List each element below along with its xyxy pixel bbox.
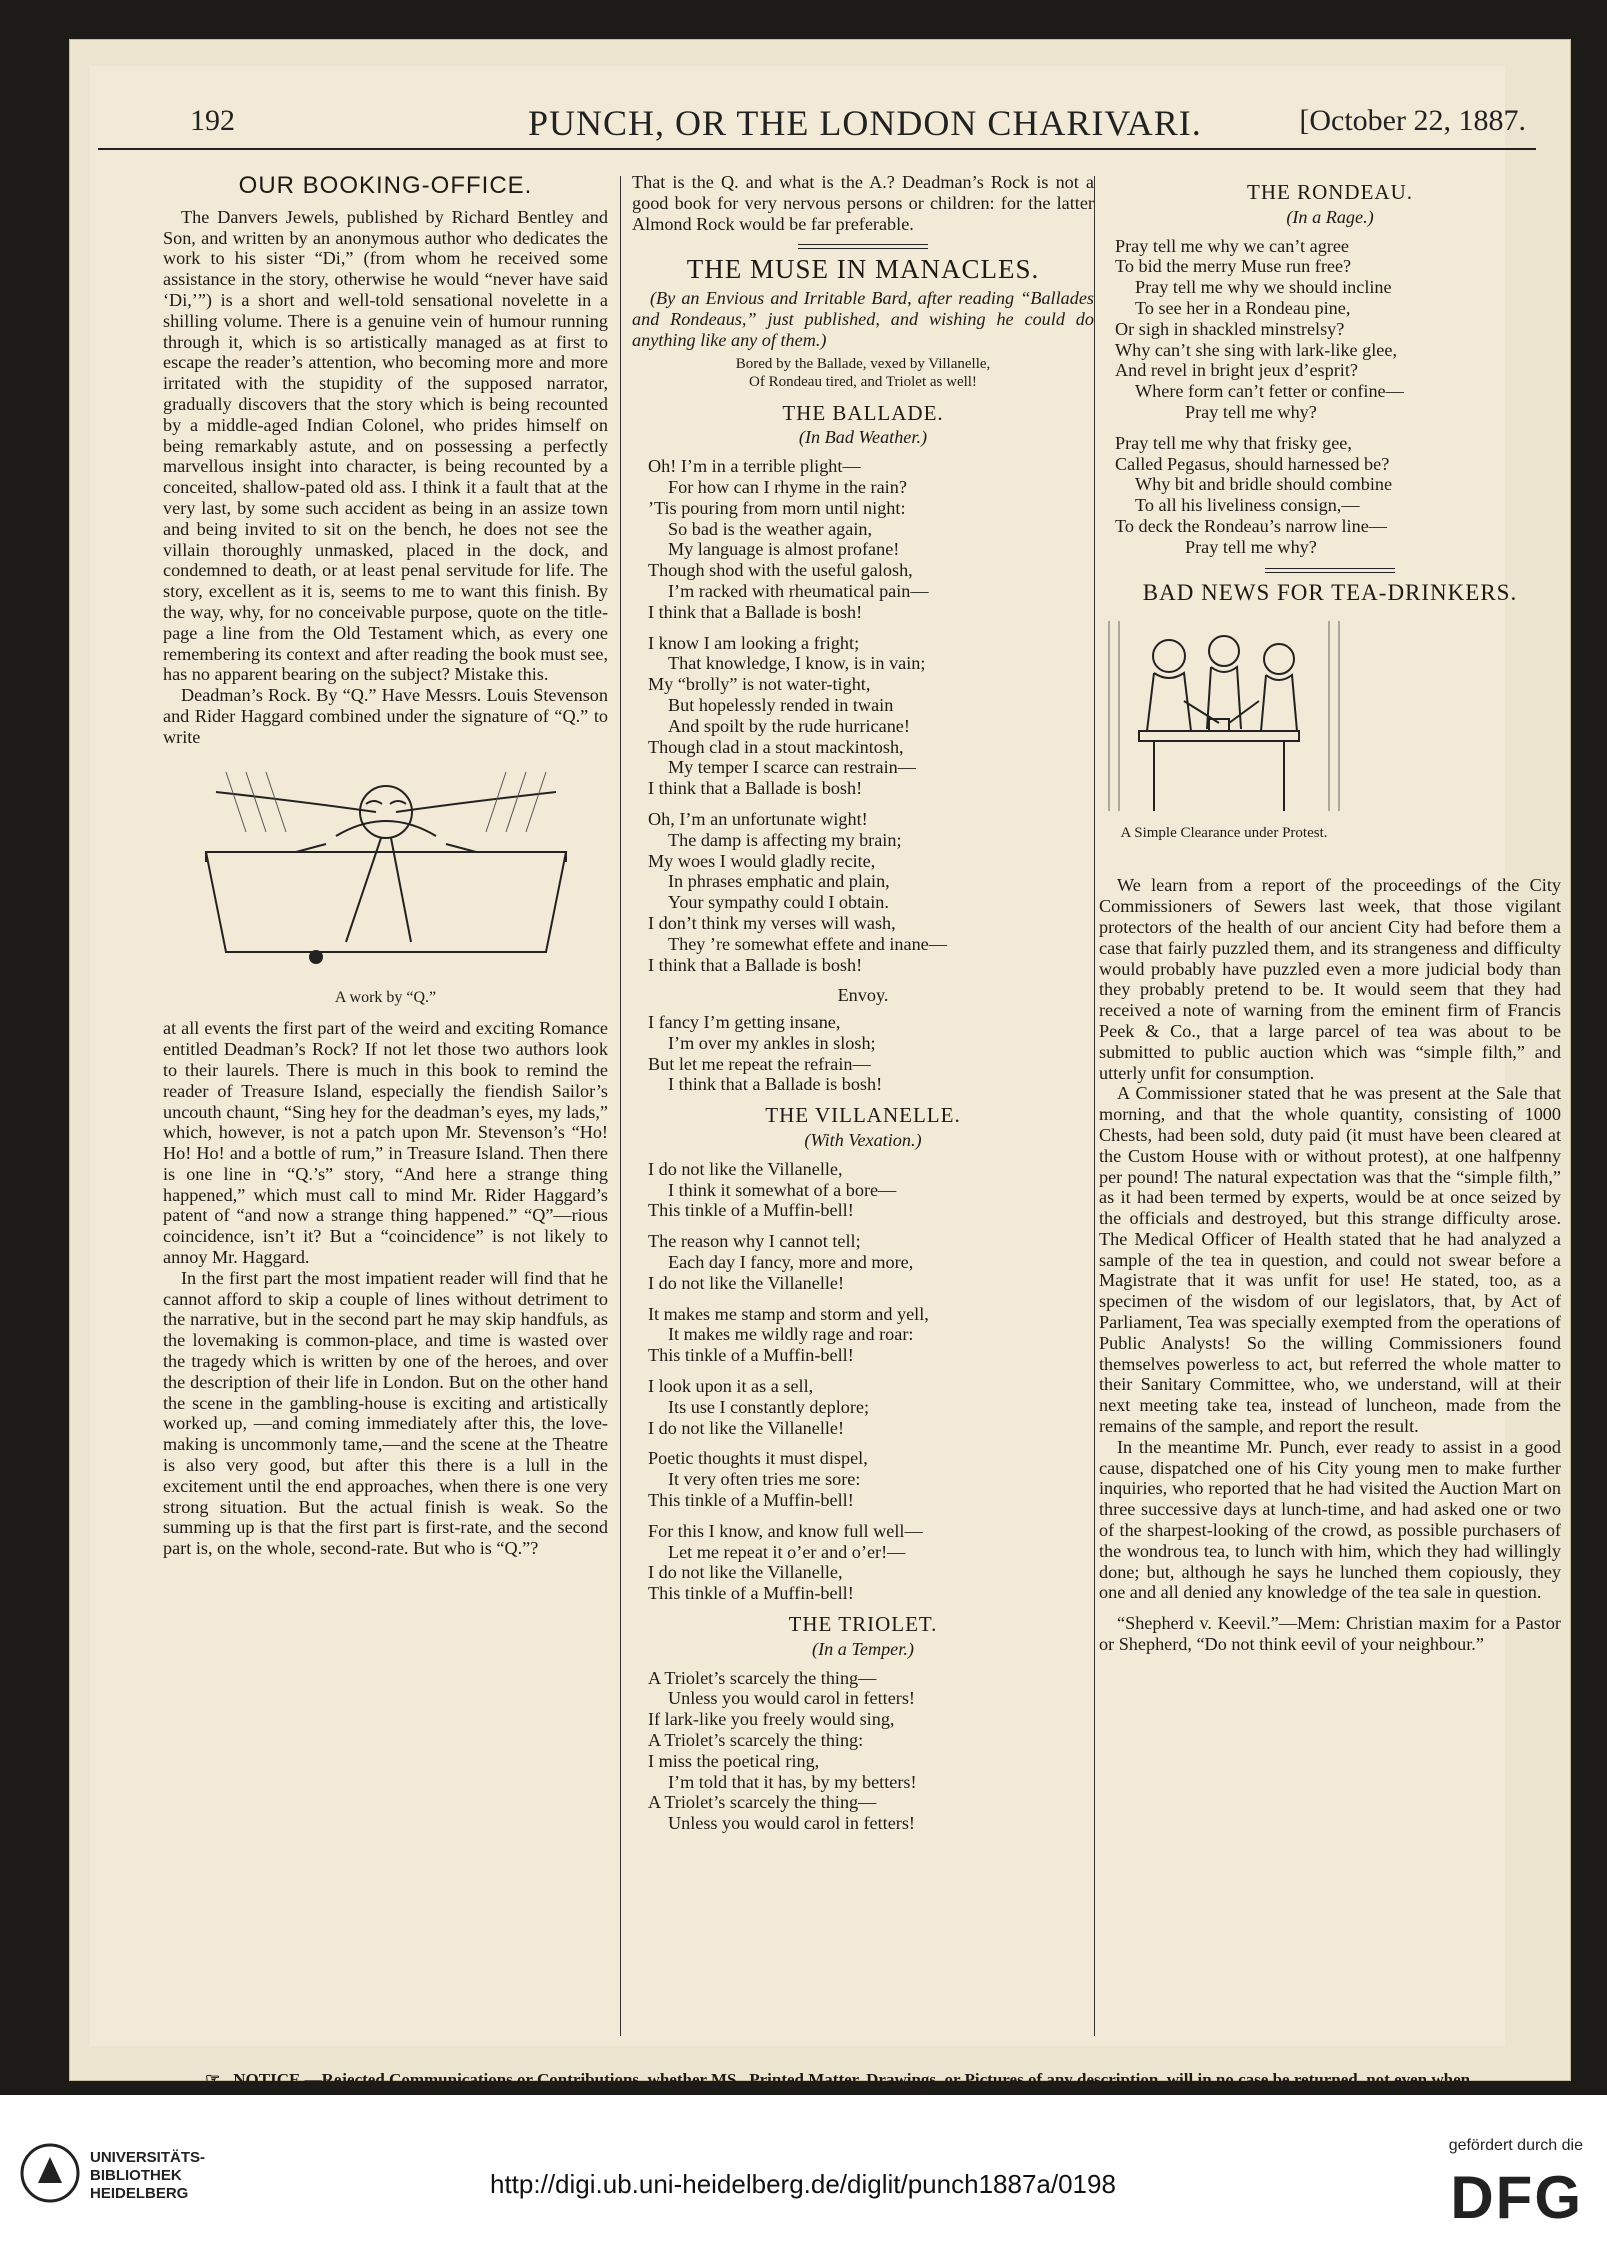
verse-line: Though shod with the useful galosh, <box>648 560 913 581</box>
verse-line: My language is almost profane! <box>668 539 900 560</box>
verse-line: This tinkle of a Muffin-bell! <box>648 1345 854 1366</box>
section-title: OUR BOOKING-OFFICE. <box>238 172 533 199</box>
verse-line: My woes I would gladly recite, <box>648 850 876 871</box>
library-name <box>90 2149 205 2203</box>
verse-line: If lark-like you freely would sing, <box>648 1709 895 1730</box>
villanelle-stanza <box>648 1159 1094 1221</box>
section-divider <box>798 244 928 249</box>
verse-line: I don’t think my verses will wash, <box>648 912 896 933</box>
verse-line: A Triolet’s scarcely the thing: <box>648 1730 864 1750</box>
ballade-stanza <box>648 456 1094 622</box>
verse-line: This tinkle of a Muffin-bell! <box>648 1200 854 1221</box>
verse-line: Oh! I’m in a terrible plight— <box>648 456 861 477</box>
verse-line: ’Tis pouring from morn until night: <box>648 497 906 518</box>
paragraph: The Danvers Jewels, published by Richard Bentley and Son, and written by an anonymous author who dedicates the work to his sister “Di,” (from whom he received some assistance in the story, otherwise he would “never have said ‘Di,’”) is a short and well-told sensational novelette in a shilling volume. There is a genuine vein of humour running through it, which is so artistically managed as at first to escape the reader’s attention, who becoming more and more irritated with the stupidity of the supposed narrator, gradually discovers that the story which is being recounted by a middle-aged Indian Colonel, who prides himself on being remarkably astute, and on possessing a perfectly marvellous insight into character, is being recounted by a conceited, shallow-pated old ass. I think it a fault that at the very last, by some such accident as being in an assize town and being invited to sit on the bench, he does not see the villain thoroughly unmasked, placed in the dock, and condemned to death, or at least penal servitude for life. The story, excellent as it is, seems to me to want this finish. By the way, why, for no conceivable purpose, quote on the title-page a line from the Old Testament which, as every one remembering its context and after reading the book must see, has no apparent bearing on the subject? Mistake this. <box>163 206 608 685</box>
verse-line: I fancy I’m getting insane, <box>648 1012 841 1033</box>
poem-intro: (By an Envious and Irritable Bard, after reading “Ballades and Rondeaus,” just published, and wishing he could do anything like any of them.) <box>632 288 1094 350</box>
ballade-stanza <box>648 633 1094 799</box>
verse-line: To deck the Rondeau’s narrow line— <box>1115 515 1387 536</box>
rondeau-subtitle: (In a Rage.) <box>1286 206 1374 227</box>
villanelle-stanza <box>648 1448 1094 1510</box>
verse-line: Oh, I’m an unfortunate wight! <box>648 808 868 829</box>
verse-line: So bad is the weather again, <box>668 518 873 539</box>
paragraph: A Commissioner stated that he was present at the Sale that morning, and that the whole quantity, consisting of 1000 Chests, had been sold, duty paid (it must have been cleared at the Custom House with or without protest), at one halfpenny per pound! The natural expectation was that the “simple filth,” as it had been termed by experts, would be at once seized by the officials and destroyed, but this strange difficulty arose. The Medical Officer of Health stated that he had analyzed a sample of the tea in question, and could not swear before a Magistrate that it was unfit for use! He stated, too, as a specimen of the wisdom of our legislators, that, by Act of Parliament, Tea was specially exempted from the operations of Public Analysts! So the willing Commissioners found themselves powerless to act, but referred the whole matter to their Sanitary Committee, who, we understand, will at their next meeting take tea, instead of luncheon, made from the remains of the sample, and report the result. <box>1099 1083 1561 1437</box>
verse-line: But let me repeat the refrain— <box>648 1053 871 1074</box>
funded-by-text: gefördert durch die <box>1448 2137 1583 2154</box>
column-muse-in-manacles <box>632 172 1094 2032</box>
verse-line: Pray tell me why that frisky gee, <box>1115 432 1352 453</box>
verse-line: I miss the poetical ring, <box>648 1750 820 1771</box>
verse-line: My “brolly” is not water-tight, <box>648 674 871 695</box>
paragraph: That is the Q. and what is the A.? Deadman’s Rock is not a good book for very nervous persons or children: for the latter Almond Rock would be far preferable. <box>632 172 1094 234</box>
verse-line: Unless you would carol in fetters! <box>668 1688 915 1709</box>
source-url-link[interactable]: http://digi.ub.uni-heidelberg.de/diglit/punch1887a/0198 <box>490 2169 1116 2199</box>
pointing-hand-icon: ☞ <box>205 2070 221 2089</box>
masthead-title: PUNCH, OR THE LONDON CHARIVARI. <box>528 103 1202 143</box>
verse-line: Its use I constantly deplore; <box>668 1396 870 1417</box>
verse-line: Each day I fancy, more and more, <box>668 1252 914 1273</box>
verse-line: It makes me stamp and storm and yell, <box>648 1303 929 1324</box>
verse-line: It very often tries me sore: <box>668 1469 861 1490</box>
verse-line: Pray tell me why we can’t agree <box>1115 235 1349 256</box>
column-rule <box>620 176 621 2036</box>
verse-line: And revel in bright jeux d’esprit? <box>1115 360 1358 381</box>
ballade-stanza <box>648 809 1094 975</box>
skull-billiard-illustration <box>186 752 586 982</box>
verse-line: A Triolet’s scarcely the thing— <box>648 1792 877 1813</box>
rondeau-title: THE RONDEAU. <box>1247 180 1413 204</box>
paragraph: “Shepherd v. Keevil.”—Mem: Christian maxim for a Pastor or Shepherd, “Do not think eevil of your neighbour.” <box>1099 1613 1561 1655</box>
verse-line: Why can’t she sing with lark-like glee, <box>1115 339 1397 360</box>
rondeau-stanza <box>1115 433 1561 558</box>
verse-line: I do not like the Villanelle, <box>648 1562 843 1583</box>
verse-line: That knowledge, I know, is in vain; <box>668 653 926 674</box>
tea-commissioners-illustration <box>1099 611 1349 821</box>
verse-line: It makes me wildly rage and roar: <box>668 1324 914 1345</box>
verse-line: For this I know, and know full well— <box>648 1520 923 1541</box>
article-title: BAD NEWS FOR TEA-DRINKERS. <box>1142 579 1518 605</box>
triolet-stanza <box>648 1668 1094 1834</box>
column-booking-office <box>163 172 608 2032</box>
verse-line: I know I am looking a fright; <box>648 632 860 653</box>
dfg-logo: DFG <box>1450 2164 1583 2231</box>
paragraph: In the meantime Mr. Punch, ever ready to assist in a good cause, dispatched one of his City young men to make further inquiries, who reported that he had visited the Auction Mart on three successive days at lunch-time, and had asked one or two of the sharpest-looking of the crowd, as possible purchasers of the wondrous tea, to lunch with him, which they had willingly done; but, although he says he lunched them copiously, they one and all denied any knowledge of the tea sale in question. <box>1099 1436 1561 1603</box>
verse-line: I’m racked with rheumatical pain— <box>668 580 929 601</box>
verse-line: I do not like the Villanelle, <box>648 1158 843 1179</box>
verse-line: My temper I scarce can restrain— <box>668 757 916 778</box>
epigraph-line: Bored by the Ballade, vexed by Villanelle, <box>735 355 991 372</box>
notice-text: NOTICE.—Rejected Communications or Contributions, whether MS., Printed Matter, Drawings, or Pictures of any description, will in no case be returned, not even when <box>233 2070 1471 2089</box>
verse-line: To see her in a Rondeau pine, <box>1135 297 1351 318</box>
verse-line: A Triolet’s scarcely the thing— <box>648 1667 877 1688</box>
library-name-line: HEIDELBERG <box>90 2185 189 2202</box>
verse-line: Pray tell me why? <box>1185 536 1317 557</box>
verse-line: I think that a Ballade is bosh! <box>648 778 863 799</box>
verse-line: I think that a Ballade is bosh! <box>648 601 863 622</box>
poem-epigraph <box>632 355 1094 391</box>
verse-line: I do not like the Villanelle! <box>648 1272 845 1293</box>
verse-line: Pray tell me why we should incline <box>1135 277 1392 298</box>
paragraph: In the first part the most impatient reader will find that he cannot afford to skip a couple of lines without detriment to the narrative, but in the second part he may skip handfuls, as the lovemaking is common-place, and time is wasted over the tragedy which is written by one of the heroes, and over the description of their life in London. But on the other hand the scene in the gambling-house is exciting and artistically worked up, —and coming immediately after this, the love-making is uncommonly tame,—and the scene at the Theatre is also very good, but after this there is a lull in the excitement until the end approaches, when there is one very strong situation. But the actual finish is weak. So the summing up is that the first part is first-rate, and the second part is, on the whole, second-rate. But who is “Q.”? <box>163 1267 608 1559</box>
villanelle-stanza <box>648 1231 1094 1293</box>
verse-line: Or sigh in shackled minstrelsy? <box>1115 318 1345 339</box>
column-rondeau-and-tea <box>1099 172 1561 2032</box>
paragraph: at all events the first part of the weird and exciting Romance entitled Deadman’s Rock? If not let those two authors look to their laurels. There is much in this book to remind the reader of Treasure Island, especially the fiendish Sailor’s uncouth chaunt, “Sing hey for the deadman’s eyes, my lads,” which, however, is not a patch upon Mr. Stevenson’s “Ho! Ho! Ho! and a bottle of rum,” in Treasure Island. Then there is one line in “Q.’s” story, “And here a strange thing happened,” which must call to mind Mr. Rider Haggard’s patent of “and now a strange thing happened.” “Q”—rious coincidence, isn’t it? But a “coincidence” is not likely to annoy Mr. Haggard. <box>163 1018 608 1268</box>
verse-line: And spoilt by the rude hurricane! <box>668 715 910 736</box>
verse-line: I look upon it as a sell, <box>648 1376 814 1397</box>
poem-title: THE MUSE IN MANACLES. <box>686 254 1040 285</box>
verse-line: To all his liveliness consign,— <box>1135 495 1360 516</box>
illustration-caption: A work by “Q.” <box>334 988 437 1006</box>
page-number: 192 <box>190 104 235 137</box>
verse-line: The reason why I cannot tell; <box>648 1231 861 1252</box>
verse-line: For how can I rhyme in the rain? <box>668 476 907 497</box>
page-header <box>98 98 1536 150</box>
envoy-stanza <box>648 1012 1094 1095</box>
villanelle-stanza <box>648 1521 1094 1604</box>
verse-line: The damp is affecting my brain; <box>668 829 902 850</box>
verse-line: Your sympathy could I obtain. <box>668 892 889 913</box>
verse-line: Why bit and bridle should combine <box>1135 474 1393 495</box>
library-name-line: UNIVERSITÄTS- <box>90 2149 206 2166</box>
verse-line: I do not like the Villanelle! <box>648 1417 845 1438</box>
verse-line: This tinkle of a Muffin-bell! <box>648 1490 854 1511</box>
verse-line: This tinkle of a Muffin-bell! <box>648 1583 854 1604</box>
verse-line: Pray tell me why? <box>1185 401 1317 422</box>
villanelle-subtitle: (With Vexation.) <box>804 1130 922 1151</box>
verse-line: In phrases emphatic and plain, <box>668 871 890 892</box>
triolet-subtitle: (In a Temper.) <box>812 1638 914 1659</box>
footer-bar <box>0 2095 1607 2251</box>
tea-illustration-block <box>1099 611 1561 871</box>
epigraph-line: Of Rondeau tired, and Triolet as well! <box>749 373 977 390</box>
villanelle-stanza <box>648 1376 1094 1438</box>
verse-line: I think that a Ballade is bosh! <box>668 1074 883 1095</box>
envoy-title: Envoy. <box>837 985 889 1006</box>
verse-line: I think it somewhat of a bore— <box>668 1179 897 1200</box>
verse-line: I’m told that it has, by my betters! <box>668 1771 917 1792</box>
verse-line: But hopelessly rended in twain <box>668 694 894 715</box>
issue-date: [October 22, 1887. <box>1299 104 1526 137</box>
verse-line: They ’re somewhat effete and inane— <box>668 933 947 954</box>
paragraph: We learn from a report of the proceedings of the City Commissioners of Sewers last week, that those vigilant protectors of the health of our ancient City had before them a case that fairly puzzled them, and its strangeness and difficulty would probably have puzzled even a more judicial body than they probably pretend to be. It would seem that they had received a note of warning from the eminent firm of Francis Peek & Co., that a large parcel of tea was about to be submitted to public auction which was “simple filth,” and utterly unfit for consumption. <box>1099 875 1561 1083</box>
verse-line: Let me repeat it o’er and o’er!— <box>668 1541 906 1562</box>
verse-line: I’m over my ankles in slosh; <box>668 1032 876 1053</box>
university-seal-icon <box>20 2143 80 2203</box>
verse-line: Unless you would carol in fetters! <box>668 1813 915 1834</box>
villanelle-title: THE VILLANELLE. <box>765 1103 961 1128</box>
section-divider <box>1265 568 1395 573</box>
verse-line: To bid the merry Muse run free? <box>1115 256 1352 277</box>
verse-line: Where form can’t fetter or confine— <box>1135 381 1404 402</box>
verse-line: Called Pegasus, should harnessed be? <box>1115 453 1390 474</box>
column-rule <box>1094 176 1095 2036</box>
library-name-line: BIBLIOTHEK <box>90 2167 182 2184</box>
rondeau-stanza <box>1115 236 1561 423</box>
verse-line: I think that a Ballade is bosh! <box>648 954 863 975</box>
villanelle-stanza <box>648 1304 1094 1366</box>
ballade-subtitle: (In Bad Weather.) <box>798 427 928 448</box>
triolet-title: THE TRIOLET. <box>788 1612 938 1637</box>
verse-line: Poetic thoughts it must dispel, <box>648 1448 868 1469</box>
verse-line: Though clad in a stout mackintosh, <box>648 736 904 757</box>
ballade-title: THE BALLADE. <box>782 400 944 425</box>
illustration-caption: A Simple Clearance under Protest. <box>1120 825 1328 842</box>
library-logo <box>20 2135 220 2225</box>
paragraph: Deadman’s Rock. By “Q.” Have Messrs. Louis Stevenson and Rider Haggard combined under the signature of “Q.” to write <box>163 685 608 747</box>
